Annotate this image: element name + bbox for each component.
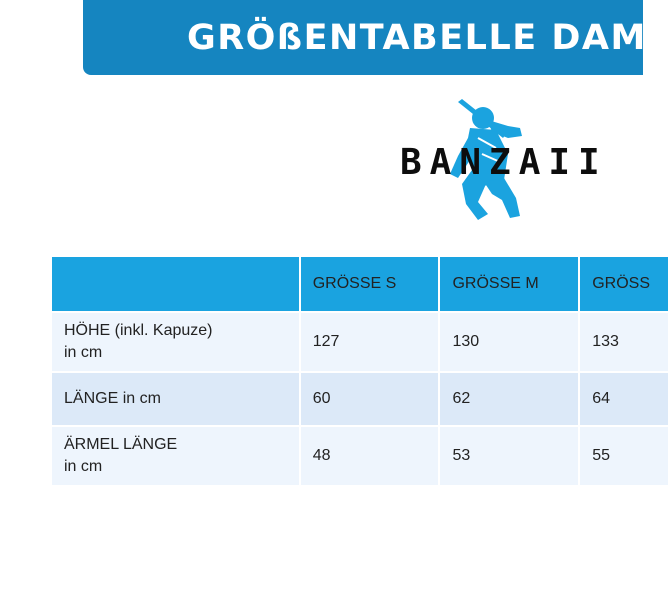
cell-sleeve-s: 48 — [300, 426, 440, 486]
brand-logo-text: BANZAII — [400, 142, 608, 183]
cell-height-s: 127 — [300, 312, 440, 372]
cell-length-s: 60 — [300, 372, 440, 426]
size-table — [50, 255, 670, 487]
table-row — [51, 372, 669, 426]
cell-height-l: 133 — [579, 312, 669, 372]
row-label-sleeve: ÄRMEL LÄNGE in cm — [51, 426, 300, 486]
header-cell-size-s: GRÖSSE S — [300, 256, 440, 312]
header-cell-size-l: GRÖSS — [579, 256, 669, 312]
title-banner — [83, 0, 672, 75]
cell-sleeve-l: 55 — [579, 426, 669, 486]
cell-height-m: 130 — [439, 312, 579, 372]
table-row — [51, 312, 669, 372]
cell-length-m: 62 — [439, 372, 579, 426]
cell-length-l: 64 — [579, 372, 669, 426]
header-cell-empty — [51, 256, 300, 312]
table-row — [51, 426, 669, 486]
row-label-height: HÖHE (inkl. Kapuze) in cm — [51, 312, 300, 372]
page-title: GRÖßENTABELLE DAME — [187, 18, 672, 58]
cell-sleeve-m: 53 — [439, 426, 579, 486]
header-cell-size-m: GRÖSSE M — [439, 256, 579, 312]
table-header-row — [51, 256, 669, 312]
row-label-length: LÄNGE in cm — [51, 372, 300, 426]
